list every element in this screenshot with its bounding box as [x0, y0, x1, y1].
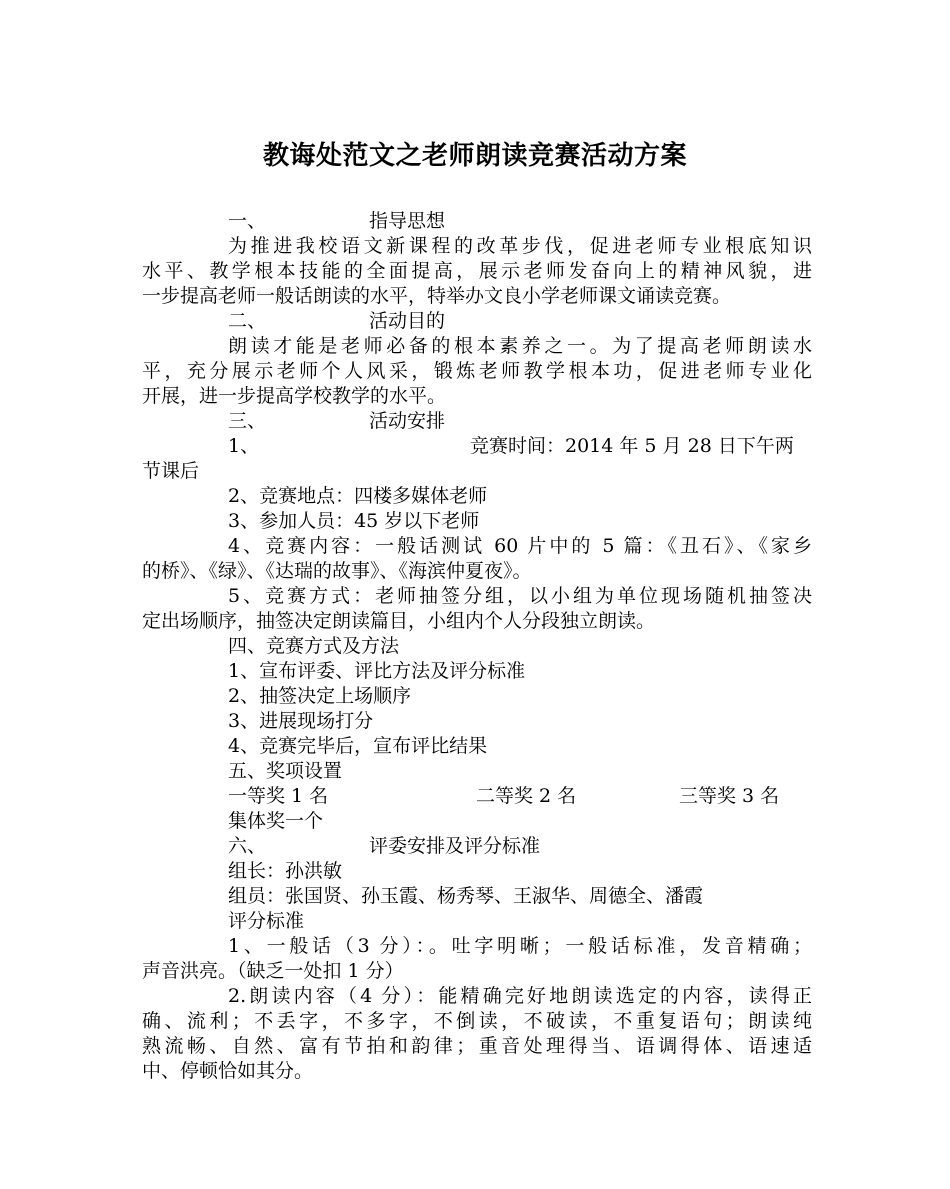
arrangement-5-line-1: 5、竞赛方式：老师抽签分组，以小组为单位现场随机抽签决 — [228, 585, 812, 607]
award-collective: 集体奖一个 — [228, 810, 324, 832]
method-1: 1、宣布评委、评比方法及评分标准 — [228, 660, 526, 682]
paragraph-1-line-3: 一步提高老师一般话朗读的水平，特举办文良小学老师课文诵读竞赛。 — [142, 285, 732, 307]
section-3-number: 三、 — [228, 410, 267, 432]
section-5-heading: 五、奖项设置 — [228, 760, 343, 782]
jury-leader: 组长：孙洪敏 — [228, 860, 343, 882]
method-4: 4、竞赛完毕后，宣布评比结果 — [228, 735, 488, 757]
document-title: 教诲处范文之老师朗读竞赛活动方案 — [262, 141, 687, 171]
section-6-heading: 评委安排及评分标准 — [369, 835, 541, 857]
award-third: 三等奖 3 名 — [679, 785, 780, 807]
criterion-1-line-1: 1、一般话（3 分）：。吐字明晰；一般话标准，发音精确； — [228, 935, 812, 957]
paragraph-2-line-1: 朗读才能是老师必备的根本素养之一。为了提高老师朗读水 — [228, 335, 812, 357]
arrangement-1-continued: 节课后 — [142, 460, 200, 482]
award-second: 二等奖 2 名 — [476, 785, 577, 807]
award-first: 一等奖 1 名 — [228, 785, 329, 807]
section-2-number: 二、 — [228, 310, 267, 332]
section-3-heading: 活动安排 — [369, 410, 446, 432]
arrangement-1-number: 1、 — [228, 435, 260, 457]
arrangement-1-text: 竞赛时间：2014 年 5 月 28 日下午两 — [470, 435, 794, 457]
arrangement-2: 2、竞赛地点：四楼多媒体老师 — [228, 485, 488, 507]
arrangement-3: 3、参加人员：45 岁以下老师 — [228, 510, 480, 532]
arrangement-5-line-2: 定出场顺序，抽签决定朗读篇目，小组内个人分段独立朗读。 — [142, 610, 656, 632]
criterion-1-line-2: 声音洪亮。（缺乏一处扣 1 分） — [142, 960, 404, 982]
criterion-2-line-2: 确、流利；不丢字，不多字，不倒读，不破读，不重复语句；朗读纯 — [142, 1010, 812, 1032]
criterion-2-line-1: 2.朗读内容（4 分）：能精确完好地朗读选定的内容，读得正 — [228, 985, 812, 1007]
paragraph-2-line-3: 开展，进一步提高学校教学的水平。 — [142, 385, 447, 407]
arrangement-4-line-1: 4、竞赛内容：一般话测试 60 片中的 5 篇：《丑石》、《家乡 — [228, 535, 812, 557]
section-1-number: 一、 — [228, 210, 267, 232]
section-1-heading: 指导思想 — [369, 210, 446, 232]
arrangement-4-line-2: 的桥》、《绿》、《达瑞的故事》、《海滨仲夏夜》。 — [142, 560, 532, 582]
method-3: 3、进展现场打分 — [228, 710, 374, 732]
criterion-2-line-4: 中、停顿恰如其分。 — [142, 1060, 314, 1082]
criterion-2-line-3: 熟流畅、自然、富有节拍和韵律；重音处理得当、语调得体、语速适 — [142, 1035, 812, 1057]
section-2-heading: 活动目的 — [369, 310, 446, 332]
section-6-number: 六、 — [228, 835, 267, 857]
criteria-heading: 评分标准 — [228, 910, 305, 932]
paragraph-1-line-1: 为推进我校语文新课程的改革步伐，促进老师专业根底知识 — [228, 235, 812, 257]
section-4-heading: 四、竞赛方式及方法 — [228, 635, 400, 657]
jury-members: 组员：张国贤、孙玉霞、杨秀琴、王淑华、周德全、潘霞 — [228, 885, 704, 907]
paragraph-2-line-2: 平，充分展示老师个人风采，锻炼老师教学根本功，促进老师专业化 — [142, 360, 812, 382]
paragraph-1-line-2: 水平、教学根本技能的全面提高，展示老师发奋向上的精神风貌，进 — [142, 260, 812, 282]
method-2: 2、抽签决定上场顺序 — [228, 685, 412, 707]
